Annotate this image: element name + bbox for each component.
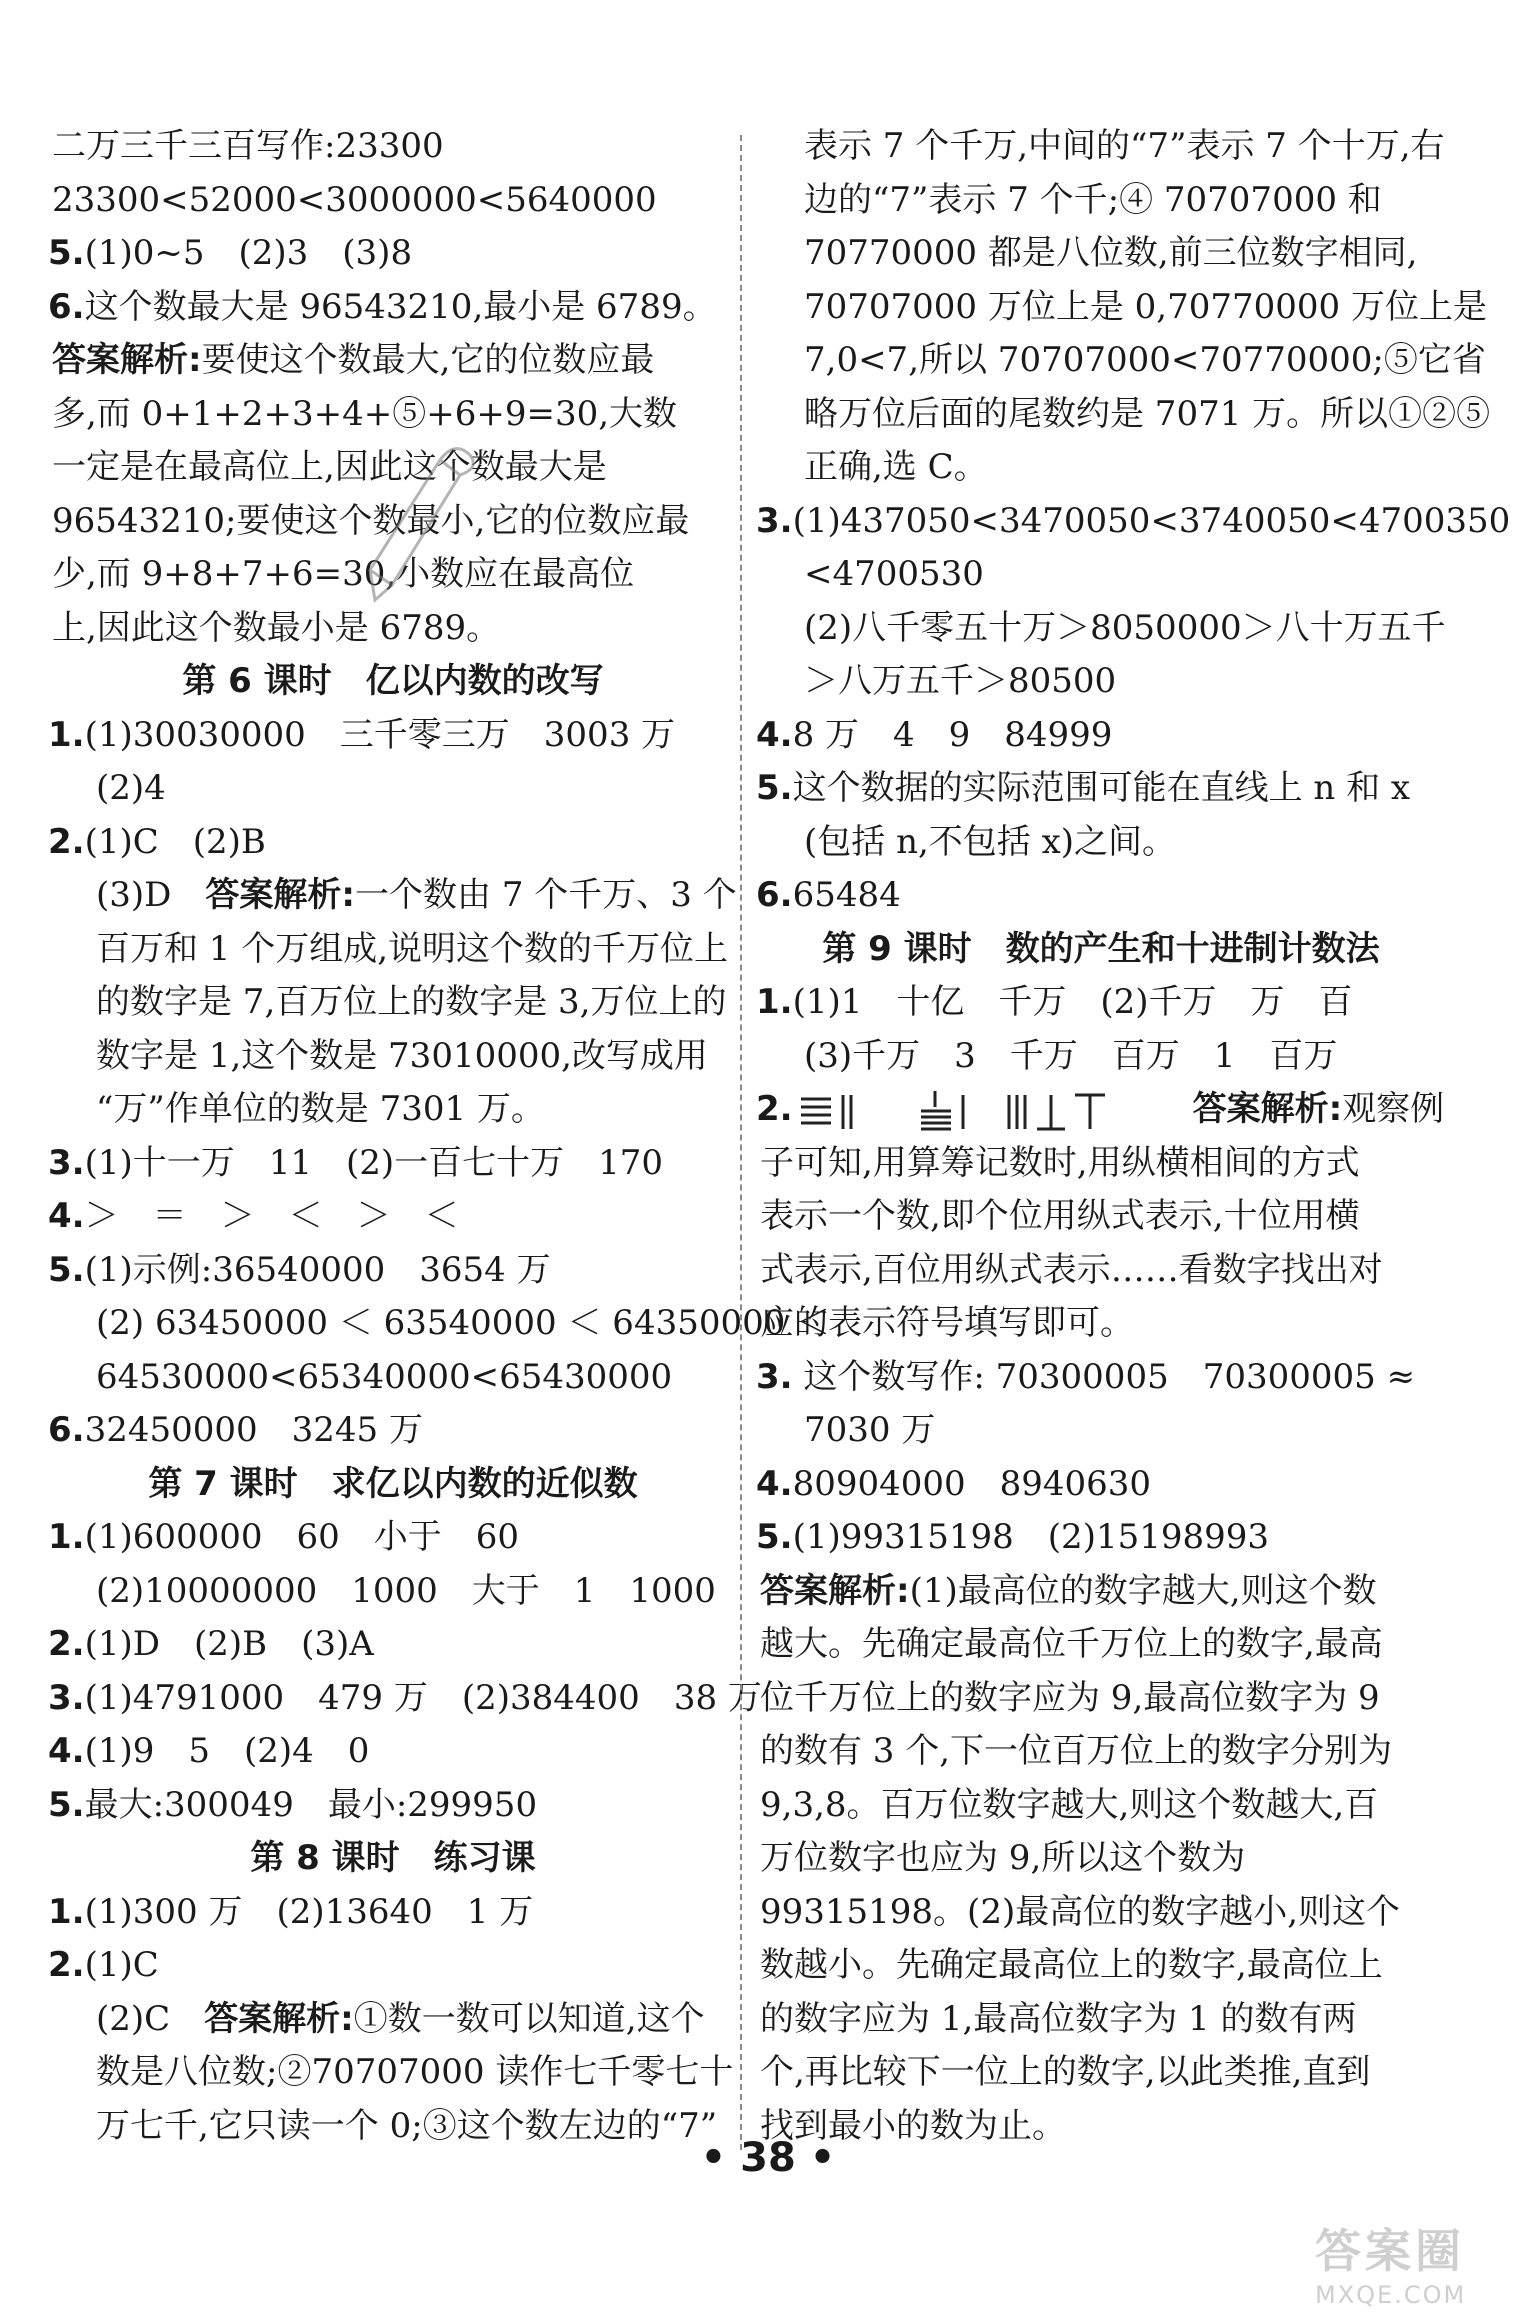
line-text: (1)0~5 (2)3 (3)8 [84, 233, 413, 273]
text-line [48, 334, 738, 388]
section-heading: 第 9 课时 数的产生和十进制计数法 [822, 928, 1380, 969]
line-text-continued: 观察例 [1342, 1089, 1445, 1129]
line-text: (1)600000 60 小于 60 [84, 1517, 520, 1557]
text-line [756, 1618, 1446, 1672]
text-line [48, 1565, 738, 1619]
line-text: 上,因此这个数最小是 6789。 [52, 607, 501, 648]
line-text: (1)十一万 11 (2)一百七十万 170 [84, 1142, 664, 1183]
line-text: 最大:300049 最小:299950 [84, 1784, 538, 1825]
text-line [756, 602, 1446, 656]
text-line [756, 1458, 1446, 1512]
answer-analysis-label: 答案解析: [1192, 1089, 1343, 1129]
line-text: 正确,选 C。 [804, 447, 988, 487]
line-text: 的数字应为 1,最高位数字为 1 的数有两 [760, 1998, 1357, 2039]
line-text: 表示 7 个千万,中间的“7”表示 7 个十万,右 [804, 126, 1445, 166]
answer-analysis-label: 答案解析: [760, 1570, 910, 1611]
line-text: (2)10000000 1000 大于 1 1000 [96, 1570, 716, 1611]
line-text: (1)C [84, 1945, 159, 1985]
item-number: 4. [756, 1463, 793, 1504]
text-line [756, 1993, 1446, 2047]
text-line [756, 655, 1446, 709]
answer-analysis-label: 答案解析: [204, 1998, 354, 2039]
text-line [48, 120, 738, 174]
line-text: 位千万位上的数字应为 9,最高位数字为 9 [760, 1677, 1380, 1718]
item-number: 3. [48, 1677, 85, 1718]
text-line [756, 1779, 1446, 1833]
item-number: 4. [756, 714, 793, 755]
text-line [756, 1832, 1446, 1886]
item-number: 6. [48, 1410, 85, 1450]
text-line [48, 281, 738, 335]
line-text: 的数字是 7,百万位上的数字是 3,万位上的 [96, 982, 727, 1022]
text-line [756, 1565, 1446, 1619]
text-line [756, 548, 1446, 602]
item-number: 3. [48, 1142, 85, 1183]
line-text: 7030 万 [804, 1410, 936, 1450]
text-line [756, 1672, 1446, 1726]
text-line [48, 709, 738, 763]
text-line [48, 1137, 738, 1191]
column-divider [740, 135, 742, 2150]
line-text: (1)最高位的数字越大,则这个数 [909, 1570, 1377, 1611]
text-line [756, 1244, 1446, 1298]
text-line [48, 1993, 738, 2047]
line-text: 表示一个数,即个位用纵式表示,十位用横 [760, 1196, 1360, 1236]
text-line [756, 1083, 1446, 1137]
text-line [48, 1190, 738, 1244]
text-line [756, 1511, 1446, 1565]
text-line [48, 869, 738, 923]
text-line [48, 1351, 738, 1405]
text-line [48, 174, 738, 228]
line-text: <4700530 [804, 554, 984, 594]
line-text: (1)9 5 (2)4 0 [84, 1731, 370, 1771]
text-line [756, 2046, 1446, 2100]
text-line [48, 1511, 738, 1565]
item-number: 2. [48, 1945, 85, 1985]
line-text: (1)C (2)B [84, 821, 266, 862]
line-text: 70770000 都是八位数,前三位数字相同, [804, 233, 1418, 273]
text-line [48, 1618, 738, 1672]
line-text: (1)30030000 三千零三万 3003 万 [84, 714, 676, 755]
line-text: 数字是 1,这个数是 73010000,改写成用 [96, 1035, 708, 1076]
line-text: (1)D (2)B (3)A [84, 1624, 374, 1664]
line-text: 64530000<65340000<65430000 [96, 1356, 673, 1397]
text-line [48, 1030, 738, 1084]
line-text: 9,3,8。百万位数字越大,则这个数越大,百 [760, 1784, 1379, 1825]
answer-analysis-label: 答案解析: [52, 340, 202, 380]
line-text: 少,而 9+8+7+6=30,小数应在最高位 [52, 554, 635, 594]
text-line [48, 1404, 738, 1458]
item-number: 6. [756, 875, 793, 915]
line-text: 个,再比较下一位上的数字,以此类推,直到 [760, 2052, 1371, 2092]
text-line [48, 2046, 738, 2100]
line-text: ＞ ＝ ＞ ＜ ＞ ＜ [84, 1196, 459, 1236]
line-text: 找到最小的数为止。 [760, 2105, 1066, 2146]
watermark-bottom: MXQE.COM [1315, 2281, 1467, 2309]
line-text: 百万和 1 个万组成,说明这个数的千万位上 [96, 928, 729, 969]
stamp-mark [330, 420, 490, 610]
text-line [48, 923, 738, 977]
item-number: 3. [756, 500, 793, 541]
text-line [756, 227, 1446, 281]
section-heading: 第 8 课时 练习课 [250, 1838, 536, 1878]
line-text: 略万位后面的尾数约是 7071 万。所以①②⑤ [804, 393, 1491, 434]
text-line [756, 1297, 1446, 1351]
line-text: 23300<52000<3000000<5640000 [52, 179, 657, 220]
line-text: (1)4791000 479 万 (2)384400 38 万 [84, 1677, 762, 1718]
text-line [756, 869, 1446, 923]
item-number: 1. [48, 714, 85, 755]
line-text: 子可知,用算筹记数时,用纵横相间的方式 [760, 1142, 1360, 1183]
line-text: 32450000 3245 万 [84, 1410, 423, 1450]
text-line [756, 709, 1446, 763]
line-text: (3)D [96, 875, 206, 915]
line-text: 多,而 0+1+2+3+4+⑤+6+9=30,大数 [52, 393, 678, 434]
line-text: (3)千万 3 千万 百万 1 百万 [804, 1035, 1338, 1076]
item-number: 4. [48, 1731, 85, 1771]
text-line [48, 762, 738, 816]
text-line [48, 1244, 738, 1298]
text-line [756, 495, 1511, 549]
text-line [756, 762, 1446, 816]
item-number: 2. [48, 821, 85, 862]
line-text: 96543210;要使这个数最小,它的位数应最 [52, 500, 690, 541]
text-line [756, 388, 1491, 442]
line-text: 这个数据的实际范围可能在直线上 n 和 x [792, 768, 1411, 808]
item-number: 6. [48, 286, 85, 327]
line-text: 这个数最大是 96543210,最小是 6789。 [84, 286, 717, 327]
item-number: 5. [756, 768, 793, 808]
watermark-logo [1315, 2215, 1515, 2309]
line-text: 数是八位数;②70707000 读作七千零七十 [96, 2052, 734, 2092]
answer-analysis-label: 答案解析: [205, 875, 356, 915]
item-number: 3. [756, 1356, 793, 1397]
line-text: 80904000 8940630 [792, 1463, 1152, 1504]
line-text: 8 万 4 9 84999 [792, 714, 1113, 755]
line-text: (1)99315198 (2)15198993 [792, 1517, 1270, 1557]
text-line [756, 120, 1446, 174]
line-text: 70707000 万位上是 0,70770000 万位上是 [804, 286, 1487, 327]
text-line [48, 1083, 738, 1137]
text-line [756, 1404, 1446, 1458]
line-text: (2)八千零五十万＞8050000＞八十万五千 [804, 607, 1446, 648]
line-text: 一定是在最高位上,因此这个数最大是 [52, 447, 607, 487]
text-line [48, 227, 738, 281]
line-text: (包括 n,不包括 x)之间。 [804, 821, 1177, 862]
text-line [48, 1779, 738, 1833]
text-line [756, 1030, 1446, 1084]
text-line [756, 816, 1446, 870]
text-line [48, 816, 738, 870]
line-text: (2) 63450000 ＜ 63540000 ＜ 64350000 ＜ [96, 1303, 831, 1343]
text-line [756, 1190, 1446, 1244]
line-text: (1)300 万 (2)13640 1 万 [84, 1891, 534, 1932]
item-number: 1. [48, 1891, 85, 1932]
text-line [756, 976, 1446, 1030]
line-text: 边的“7”表示 7 个千;④ 70707000 和 [804, 179, 1382, 220]
text-line [48, 976, 738, 1030]
line-text: 数越小。先确定最高位上的数字,最高位上 [760, 1945, 1383, 1985]
text-line [48, 1725, 738, 1779]
line-text: (1)1 十亿 千万 (2)千万 万 百 [792, 982, 1353, 1022]
line-text: 二万三千三百写作:23300 [52, 126, 444, 166]
line-text: 的数有 3 个,下一位百万位上的数字分别为 [760, 1731, 1393, 1771]
line-text: 应的表示符号填写即可。 [760, 1303, 1134, 1343]
text-line [756, 1886, 1446, 1940]
right-column [756, 120, 1511, 2153]
item-number: 2. [48, 1624, 85, 1664]
line-text: (2)C [96, 1998, 205, 2039]
item-number: 2. [756, 1089, 793, 1129]
line-text: 越大。先确定最高位千万位上的数字,最高 [760, 1624, 1383, 1664]
text-line [756, 334, 1486, 388]
line-text: (1)示例:36540000 3654 万 [84, 1249, 551, 1290]
counting-rods-figure [793, 1089, 1193, 1133]
line-text: 要使这个数最大,它的位数应最 [201, 340, 655, 380]
line-text: ＞八万五千＞80500 [804, 661, 1117, 701]
item-number: 1. [48, 1517, 85, 1557]
section-heading: 第 7 课时 求亿以内数的近似数 [148, 1463, 638, 1504]
text-line [756, 441, 1446, 495]
item-number: 5. [756, 1517, 793, 1557]
line-text: 万位数字也应为 9,所以这个数为 [760, 1838, 1246, 1878]
line-text: 万七千,它只读一个 0;③这个数左边的“7” [96, 2105, 718, 2146]
item-number: 5. [48, 1249, 85, 1290]
line-text: 7,0<7,所以 70707000<70770000;⑤它省 [804, 340, 1486, 380]
item-number: 5. [48, 1784, 85, 1825]
text-line [756, 281, 1487, 335]
item-number: 5. [48, 233, 85, 273]
line-text: “万”作单位的数是 7301 万。 [96, 1089, 545, 1129]
watermark-top: 答案圈 [1315, 2224, 1465, 2278]
text-line [756, 1137, 1446, 1191]
line-text: (1)437050<3470050<3740050<4700350 [792, 500, 1511, 541]
text-line [756, 174, 1446, 228]
item-number: 4. [48, 1196, 85, 1236]
line-text-continued: 一个数由 7 个千万、3 个 [355, 875, 737, 915]
text-line [756, 1351, 1446, 1405]
line-text-continued: ①数一数可以知道,这个 [353, 1998, 705, 2039]
text-line [48, 1886, 738, 1940]
item-number: 1. [756, 982, 793, 1022]
line-text: 式表示,百位用纵式表示……看数字找出对 [760, 1249, 1383, 1290]
text-line [756, 1725, 1446, 1779]
text-line [48, 1672, 762, 1726]
section-heading: 第 6 课时 亿以内数的改写 [182, 661, 604, 701]
line-text: (2)4 [96, 768, 166, 808]
text-line [756, 1939, 1446, 1993]
line-text: 65484 [792, 875, 901, 915]
line-text: 这个数写作: 70300005 70300005 ≈ [792, 1356, 1416, 1397]
line-text: 99315198。(2)最高位的数字越小,则这个 [760, 1891, 1401, 1932]
text-line [48, 1939, 738, 1993]
page-number: • 38 • [700, 2135, 836, 2181]
text-line [48, 1297, 831, 1351]
